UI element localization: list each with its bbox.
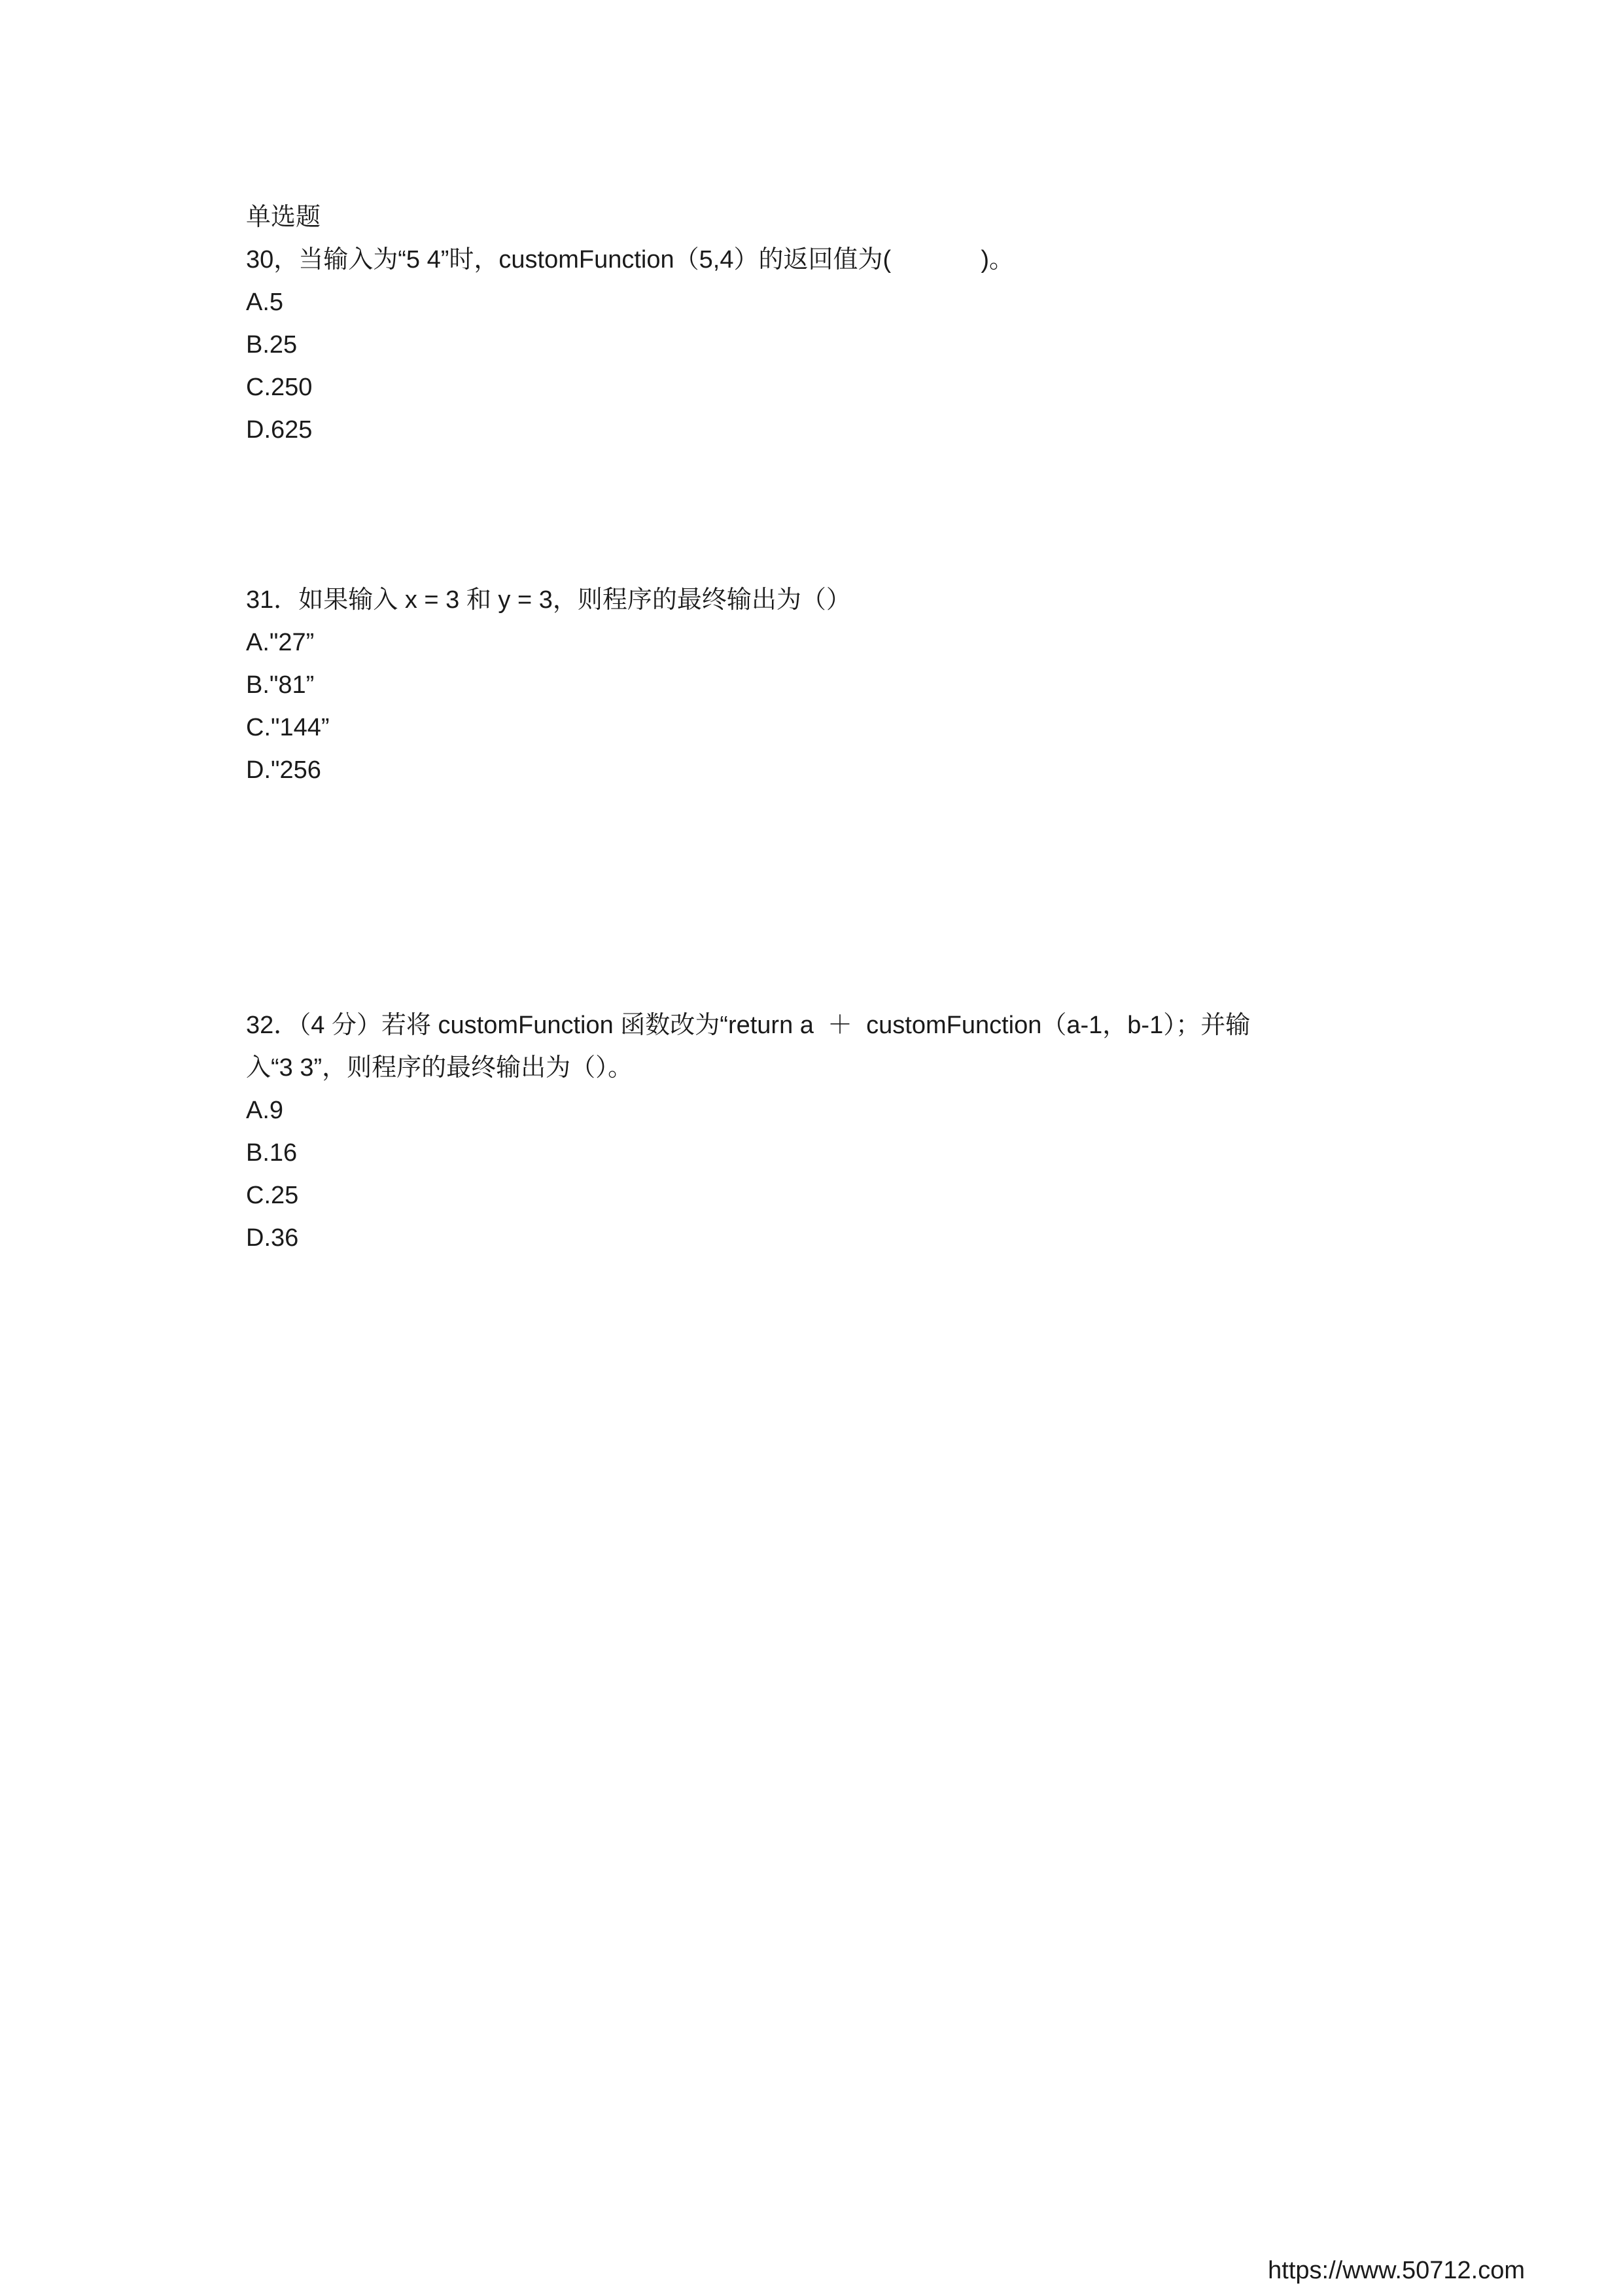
option-c: C.25 — [246, 1182, 299, 1209]
option-d: D."256 — [246, 756, 321, 784]
option-a: A.5 — [246, 289, 284, 316]
option-b: B.16 — [246, 1139, 298, 1167]
option-d: D.36 — [246, 1224, 299, 1252]
option-list — [246, 281, 1014, 451]
question-stem-line-2: 入“3 3”，则程序的最终输出为（）。 — [246, 1054, 633, 1082]
page-content — [246, 196, 1371, 1252]
option-a: A."27” — [246, 629, 315, 656]
option-d: D.625 — [246, 416, 313, 444]
footer-url: https://www.50712.com — [1268, 2257, 1525, 2284]
option-b: B.25 — [246, 331, 298, 359]
option-c: C.250 — [246, 374, 313, 401]
section-title: 单选题 — [246, 203, 321, 231]
option-b: B."81” — [246, 671, 315, 699]
option-a: A.9 — [246, 1097, 284, 1124]
option-c: C."144” — [246, 714, 330, 741]
question-stem-line-1: 32．（4 分）若将 customFunction 函数改为“return a ＋ customFunction（a-1，b-1）；并输 — [246, 1012, 1251, 1039]
question-31 — [246, 579, 851, 792]
option-list — [246, 1089, 1371, 1260]
question-stem: 31．如果输入 x = 3 和 y = 3，则程序的最终输出为（） — [246, 586, 851, 614]
question-32 — [246, 1004, 1371, 1260]
option-list — [246, 622, 851, 792]
question-stem: 30，当输入为“5 4”时，customFunction（5,4）的返回值为( )。 — [246, 246, 1015, 274]
question-30 — [246, 239, 1014, 451]
